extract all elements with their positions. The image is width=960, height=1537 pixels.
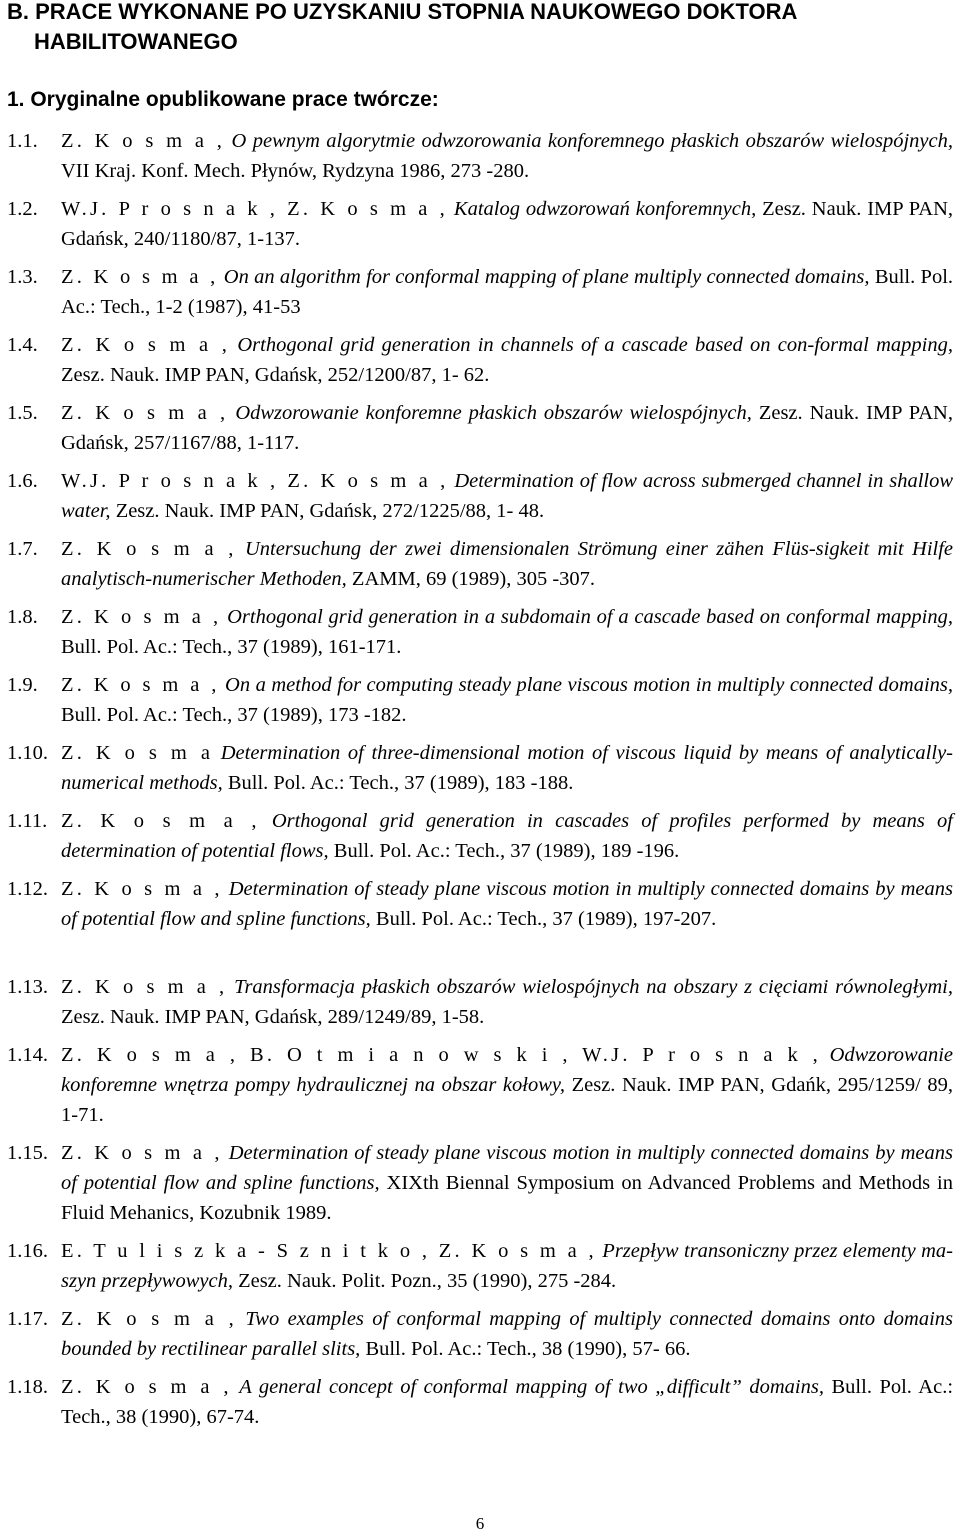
entry-number: 1.14. [7,1044,48,1066]
entry-text [61,1138,953,1228]
entry-number: 1.5. [7,402,38,424]
publication-entry [0,330,953,390]
entry-title: O pewnym algorytmie odwzorowania konforemnego płaskich obszarów wielospójnych, [231,130,953,152]
entry-number: 1.3. [7,266,38,288]
entry-title: Untersuchung der zwei dimensionalen Strömung einer zähen Flüs-sigkeit mit Hilfe analytisch-numerischer Methoden, [61,538,954,590]
entry-text [61,972,953,1032]
entry-title: Determination of flow across submerged channel in shallow water, [61,470,954,522]
entry-text [61,874,953,934]
entry-authors: Z. K o s m a , [61,402,229,424]
publication-entry [0,398,953,458]
entry-title: Transformacja płaskich obszarów wielospójnych na obszary z cięciami równoległymi, [234,976,953,998]
entry-authors: Z. K o s m a , [61,1308,238,1330]
entry-title: Two examples of conformal mapping of multiply connected domains onto domains bounded by rectilinear parallel slits, [61,1308,954,1360]
entry-source: Zesz. Nauk. IMP PAN, Gdańk, 295/1259/ 89, 1-71. [61,1074,953,1126]
entry-text [61,602,953,662]
entry-title: On a method for computing steady plane viscous motion in multiply connected domains, [225,674,954,696]
entry-source: Bull. Pol. Ac.: Tech., 37 (1989), 197-207. [375,908,717,930]
entry-title: Katalog odwzorowań konforemnych, [453,198,757,220]
entry-title: Odwzorowanie konforemne wnętrza pompy hydraulicznej na obszar kołowy, [61,1044,953,1096]
entry-number: 1.1. [7,130,38,152]
entry-source: Zesz. Nauk. IMP PAN, Gdańsk, 289/1249/89, 1-58. [61,1006,485,1028]
entry-authors: E. T u l i s z k a - S z n i t k o , Z. K o s m a , [61,1240,597,1262]
entry-authors: Z. K o s m a , [61,976,228,998]
entry-title: A general concept of conformal mapping of two „difficult” domains, [239,1376,824,1398]
entry-authors: Z. K o s m a , [61,606,222,628]
section-title-line-1: B. PRACE WYKONANE PO UZYSKANIU STOPNIA NAUKOWEGO DOKTORA [7,0,798,24]
publication-entry [0,534,953,594]
entry-source: Bull. Pol. Ac.: Tech., 37 (1989), 161-171. [61,636,402,658]
entry-authors: Z. K o s m a [61,742,214,764]
publication-entry [0,874,953,934]
entry-number: 1.13. [7,976,48,998]
entry-authors: Z. K o s m a , [61,1376,232,1398]
entry-source: XIXth Biennal Symposium on Advanced Problems and Methods in Fluid Mehanics, Kozubnik 1989. [61,1172,954,1224]
entry-text [61,398,953,458]
entry-source: Bull. Pol. Ac.: Tech., 37 (1989), 173 -182. [61,704,407,726]
entry-authors: Z. K o s m a , [61,878,223,900]
entry-source: Bull. Pol. Ac.: Tech., 38 (1990), 67-74. [61,1376,954,1428]
entry-source: Bull. Pol. Ac.: Tech., 37 (1989), 189 -196. [333,840,680,862]
entry-title: Determination of three-dimensional motion of viscous liquid by means of analytically-numerical methods, [61,742,954,794]
entry-title: Orthogonal grid generation in a subdomain of a cascade based on conformal mapping, [227,606,953,628]
entry-title: Orthogonal grid generation in channels of a cascade based on con-formal mapping, [237,334,953,356]
publication-entry [0,738,953,798]
entry-text [61,1040,953,1130]
entry-source: Zesz. Nauk. IMP PAN, Gdańsk, 252/1200/87, 1- 62. [61,364,490,386]
entry-number: 1.8. [7,606,38,628]
entry-title: Determination of steady plane viscous motion in multiply connected domains by means of potential flow and spline functions, [61,1142,954,1194]
entry-authors: Z. K o s m a , [61,334,231,356]
publication-entry [0,1138,953,1228]
entry-authors: Z. K o s m a , [61,1142,223,1164]
subsection-title: 1. Oryginalne opublikowane prace twórcze: [7,88,439,111]
entry-number: 1.15. [7,1142,48,1164]
entry-text [61,194,953,254]
entry-authors: Z. K o s m a , B. O t m i a n o w s k i , W.J. P r o s n a k , [61,1044,822,1066]
entry-number: 1.2. [7,198,38,220]
publication-entry [0,1236,953,1296]
entry-text [61,738,953,798]
entry-number: 1.11. [7,810,48,832]
entry-authors: Z. K o s m a , [61,266,219,288]
entry-text [61,806,953,866]
entry-text [61,126,953,186]
entry-source: Bull. Pol. Ac.: Tech., 38 (1990), 57- 66. [365,1338,691,1360]
entry-text [61,1372,953,1432]
publication-entry [0,1040,953,1130]
entry-source: Zesz. Nauk. IMP PAN, Gdańsk, 272/1225/88, 1- 48. [115,500,545,522]
entry-title: Odwzorowanie konforemne płaskich obszarów wielospójnych, [235,402,752,424]
entry-title: Determination of steady plane viscous motion in multiply connected domains by means of potential flow and spline functions, [61,878,954,930]
entry-title: On an algorithm for conformal mapping of plane multiply connected domains, [223,266,870,288]
entry-source: Bull. Pol. Ac.: Tech., 1-2 (1987), 41-53 [61,266,954,318]
publication-entry [0,466,953,526]
entry-number: 1.12. [7,878,48,900]
entry-number: 1.10. [7,742,48,764]
publication-entry [0,194,953,254]
entry-title: Przepływ transoniczny przez elementy ma-szyn przepływowych, [61,1240,953,1292]
entry-authors: Z. K o s m a , [61,130,226,152]
entry-number: 1.7. [7,538,38,560]
entry-source: Zesz. Nauk. IMP PAN, Gdańsk, 257/1167/88, 1-117. [61,402,953,454]
entry-source: Zesz. Nauk. Polit. Pozn., 35 (1990), 275 -284. [238,1270,617,1292]
entry-text [61,466,953,526]
publication-entry [0,602,953,662]
publication-entry [0,670,953,730]
entry-source: ZAMM, 69 (1989), 305 -307. [351,568,596,590]
entry-number: 1.4. [7,334,38,356]
entry-source: Bull. Pol. Ac.: Tech., 37 (1989), 183 -188. [227,772,574,794]
entry-text [61,262,953,322]
entry-number: 1.18. [7,1376,48,1398]
entry-text [61,534,953,594]
entry-number: 1.9. [7,674,38,696]
entry-authors: W.J. P r o s n a k , Z. K o s m a , [61,198,449,220]
entry-authors: Z. K o s m a , [61,538,237,560]
entry-text [61,330,953,390]
entry-text [61,1304,953,1364]
entry-number: 1.17. [7,1308,48,1330]
publication-entry [0,1372,953,1432]
entry-text [61,1236,953,1296]
publication-entry [0,1304,953,1364]
publication-entry [0,972,953,1032]
publication-entry [0,126,953,186]
entry-authors: Z. K o s m a , [61,674,220,696]
entry-number: 1.16. [7,1240,48,1262]
publication-entry [0,806,953,866]
page-number: 6 [475,1514,485,1533]
entry-text [61,670,953,730]
section-title-line-2: HABILITOWANEGO [34,29,238,54]
entry-title: Orthogonal grid generation in cascades of profiles performed by means of determination of potential flows, [61,810,953,862]
entry-source: VII Kraj. Konf. Mech. Płynów, Rydzyna 1986, 273 -280. [61,160,530,182]
publication-entry [0,262,953,322]
entry-authors: W.J. P r o s n a k , Z. K o s m a , [61,470,449,492]
entry-authors: Z. K o s m a , [61,810,260,832]
entry-source: Zesz. Nauk. IMP PAN, Gdańsk, 240/1180/87, 1-137. [61,198,954,250]
entry-number: 1.6. [7,470,38,492]
